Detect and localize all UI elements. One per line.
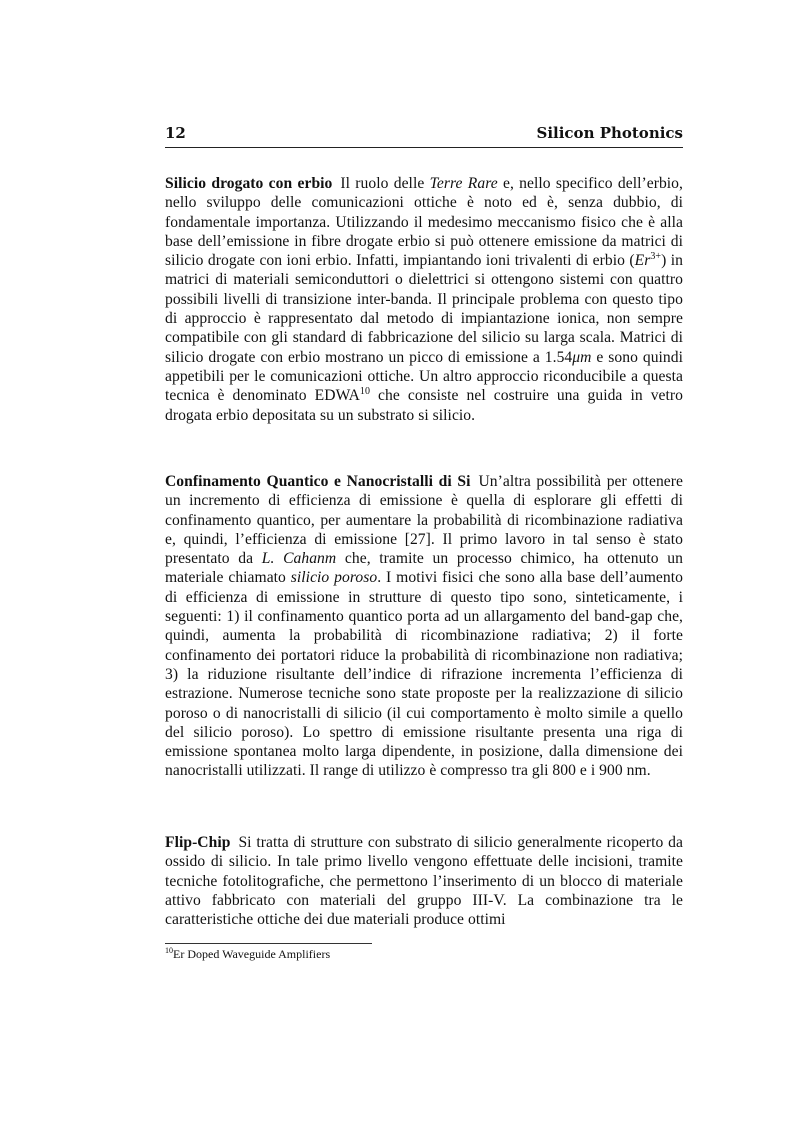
paragraph-text: che consiste nel costruire una guida in vetro drogata erbio depositata su un substrato si silicio. xyxy=(165,387,683,424)
unit-text: μm xyxy=(572,348,592,366)
emphasis-text: Terre Rare xyxy=(429,175,498,192)
paragraph-text: ) in matrici di materiali semiconduttori o dielettrici si ottengono sistemi con quattro possibili livelli di transizione inter-banda. Il principale problema con questo tipo di approccio è rappresentato dal metodo di impiantazione ionica, non sempre compatibile con gli standard di fabbricazione del silicio su larga scala. Matrici di silicio drogate con erbio mostrano un picco di emissione a 1.54 xyxy=(165,252,684,366)
paragraph-text: che, tramite un processo chimico, ha ottenuto un materiale chiamato xyxy=(165,550,684,587)
paragraph-text: Un’altra possibilità per ottenere un incremento di efficienza di emissione è quella di esplorare gli effetti di confinamento quantico, per aumentare la probabilità di ricombinazione radiativa e, quindi, l’efficienza di emissione [27]. Il primo lavoro in tal senso è stato presentato da xyxy=(165,473,683,568)
page-number: 12 xyxy=(165,124,186,142)
footnote xyxy=(165,947,683,962)
paragraph-text: Il ruolo delle xyxy=(340,175,430,192)
footnote-text: Er Doped Waveguide Amplifiers xyxy=(173,947,331,961)
paragraph-text: e sono quindi appetibili per le comunicazioni ottiche. Un altro approccio riconducibile a questa tecnica è denominato EDWA xyxy=(165,348,683,405)
section-heading: Flip-Chip xyxy=(165,834,231,851)
emphasis-text: silicio poroso xyxy=(290,569,378,587)
section-erbium-doped-silicon xyxy=(165,174,683,425)
footnote-reference[interactable]: 10 xyxy=(359,386,371,398)
footnote-number: 10 xyxy=(165,946,173,955)
paragraph-text: . I motivi fisici che sono alla base dell’aumento di efficienza di emissione in strutture di questo tipo sono, sinteticamente, i seguenti: 1) il confinamento quantico porta ad un allargamento del band-gap che, quindi, aumenta la probabilità di ricombinazione radiativa; 2) il forte confinamento dei portatori riduce la probabilità di ricombinazione non radiativa; 3) la riduzione risultante dell’indice di rifrazione incrementa l’efficienza di estrazione. Numerose tecniche sono state proposte per la realizzazione di silicio poroso o di nanocristalli di silicio (il cui comportamento è molto simile a quello del silicio poroso). Lo spettro di emissione risultante presenta una riga di emissione spontanea molto larga dipendente, in posizione, dalla dimensione dei nanocristalli utilizzati. Il range di utilizzo è compresso tra gli 800 e i 900 nm. xyxy=(165,569,683,780)
header-rule xyxy=(165,147,683,148)
page-header xyxy=(165,124,683,142)
section-quantum-confinement xyxy=(165,472,683,781)
footnote-rule xyxy=(165,943,372,944)
paragraph-text: Si tratta di strutture con substrato di silicio generalmente ricoperto da ossido di silicio. In tale primo livello vengono effettuate delle incisioni, tramite tecniche fotolitografiche, che permettono l’inserimento di un blocco di materiale attivo fabbricato con materiali del gruppo III-V. La combinazione tra le caratteristiche ottiche dei due materiali produce ottimi xyxy=(165,834,683,929)
emphasis-text: L. Cahanm xyxy=(261,550,337,568)
paragraph-text: e, nello specifico dell’erbio, nello sviluppo delle comunicazioni ottiche è noto ed è, senza dubbio, di fondamentale importanza. Utilizzando il medesimo meccanismo fisico che è alla base dell’emissione in fibre drogate erbio si può ottenere emissione da matrici di silicio drogate con ioni erbio. Infatti, impiantando ioni trivalenti di erbio ( xyxy=(165,175,683,270)
running-title: Silicon Photonics xyxy=(536,124,683,142)
section-heading: Confinamento Quantico e Nanocristalli di Si xyxy=(165,473,471,490)
section-flip-chip xyxy=(165,833,683,929)
section-heading: Silicio drogato con erbio xyxy=(165,175,333,192)
erbium-symbol: Er xyxy=(634,252,651,270)
erbium-charge: 3+ xyxy=(650,251,662,262)
